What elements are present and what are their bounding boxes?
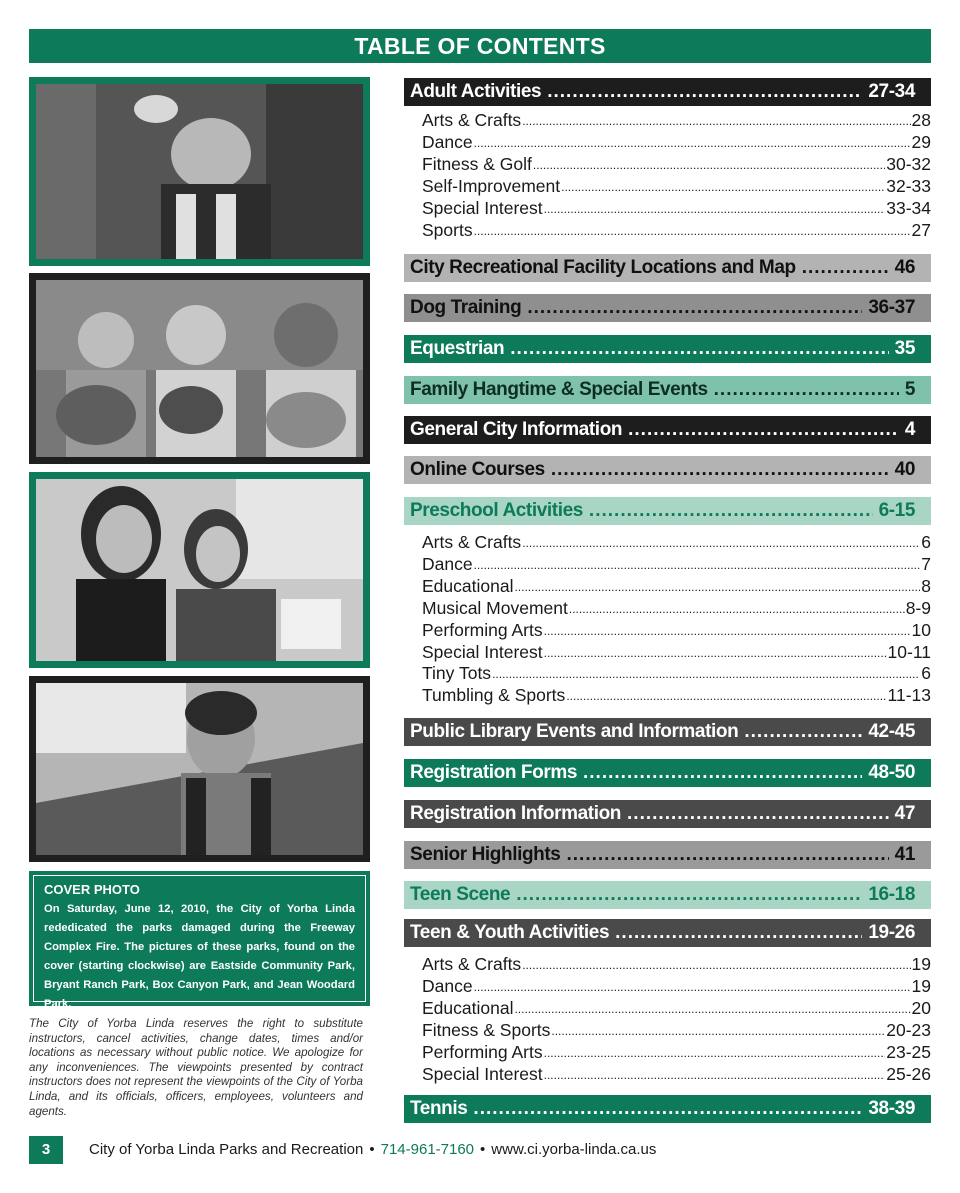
toc-section-registration-forms[interactable]: Registration Forms ..... 48-50 (404, 759, 931, 787)
footer-phone[interactable]: 714-961-7160 (380, 1141, 475, 1158)
disclaimer: The City of Yorba Linda reserves the right to substitute instructors, cancel activities, change dates, times and/or locations as necessary without public notice. We apologize for any inconveniences. The viewpoints presented by contract instructors does not represent the viewpoints of the City of Yorba Linda, and its officials, officers, employees, volunteers and agents. (29, 1017, 363, 1118)
toc-section-registration-info[interactable]: Registration Information ..... 47 (404, 800, 931, 828)
footer-website-link[interactable]: www.ci.yorba-linda.ca.us (491, 1141, 657, 1158)
photo-mother-daughter (29, 472, 370, 668)
footer-contact (89, 1136, 656, 1164)
toc-section-teen-scene[interactable]: Teen Scene ..... 16-18 (404, 881, 931, 909)
toc-section-general-city-info[interactable]: General City Information ..... 4 (404, 416, 931, 444)
toc-item[interactable]: Tiny Tots ..... 6 (422, 662, 931, 684)
toc-item[interactable]: Arts & Crafts ..... 28 (422, 109, 931, 131)
toc-item[interactable]: Special Interest ..... 25-26 (422, 1063, 931, 1085)
photo-boy-drinking (29, 77, 370, 266)
toc-item[interactable]: Arts & Crafts ..... 6 (422, 531, 931, 553)
toc-section-public-library[interactable]: Public Library Events and Information ..... 42-45 (404, 718, 931, 746)
toc-section-dog-training[interactable]: Dog Training ..... 36-37 (404, 294, 931, 322)
toc-section-adult-activities[interactable] (404, 78, 931, 106)
toc-section-senior-highlights[interactable]: Senior Highlights ..... 41 (404, 841, 931, 869)
toc-item[interactable]: Arts & Crafts ..... 19 (422, 953, 931, 975)
page-title-banner: TABLE OF CONTENTS (29, 29, 931, 63)
cover-photo-title: COVER PHOTO (44, 882, 140, 897)
photo-boy-backpack (29, 676, 370, 862)
footer-bullet: • (369, 1141, 375, 1158)
footer-bullet: • (480, 1141, 486, 1158)
toc-item[interactable]: Tumbling & Sports ..... 11-13 (422, 684, 931, 706)
toc-item[interactable]: Educational ..... 8 (422, 575, 931, 597)
toc-section-preschool-activities[interactable]: Preschool Activities ..... 6-15 (404, 497, 931, 525)
toc-item[interactable]: Performing Arts ..... 10 (422, 619, 931, 641)
cover-photo-box (29, 871, 370, 1010)
toc-item[interactable]: Special Interest ..... 33-34 (422, 197, 931, 219)
page-footer (29, 1136, 931, 1164)
toc-item[interactable]: Self-Improvement ..... 32-33 (422, 175, 931, 197)
page-number: 3 (29, 1136, 63, 1164)
toc-item[interactable]: Fitness & Sports ..... 20-23 (422, 1019, 931, 1041)
section-pages: 27-34 (868, 81, 915, 102)
toc-section-tennis[interactable]: Tennis ..... 38-39 (404, 1095, 931, 1123)
cover-photo-text: On Saturday, June 12, 2010, the City of Yorba Linda rededicated the parks damaged during the Freeway Complex Fire. The pictures of these parks, found on the cover (starting clockwise) are Eastside Community Park, Bryant Ranch Park, Box Canyon Park, and Jean Woodard Park. (44, 903, 355, 1010)
footer-org: City of Yorba Linda Parks and Recreation (89, 1141, 364, 1158)
toc-item[interactable]: Special Interest ..... 10-11 (422, 641, 931, 663)
section-title: Adult Activities (410, 81, 542, 102)
toc-item[interactable]: Educational ..... 20 (422, 997, 931, 1019)
toc-section-family-hangtime[interactable]: Family Hangtime & Special Events ..... 5 (404, 376, 931, 404)
toc-item[interactable]: Dance ..... 19 (422, 975, 931, 997)
photo-kids-pumpkins (29, 273, 370, 464)
toc-section-equestrian[interactable]: Equestrian ..... 35 (404, 335, 931, 363)
toc-item[interactable]: Fitness & Golf ..... 30-32 (422, 153, 931, 175)
toc-item[interactable]: Dance ..... 7 (422, 553, 931, 575)
toc-item[interactable]: Sports ..... 27 (422, 219, 931, 241)
toc-item[interactable]: Dance ..... 29 (422, 131, 931, 153)
toc-item[interactable]: Performing Arts ..... 23-25 (422, 1041, 931, 1063)
toc-item[interactable]: Musical Movement ..... 8-9 (422, 597, 931, 619)
toc-section-online-courses[interactable]: Online Courses ..... 40 (404, 456, 931, 484)
toc-section-facility-locations[interactable]: City Recreational Facility Locations and Map ..... 46 (404, 254, 931, 282)
toc-section-teen-youth[interactable]: Teen & Youth Activities ..... 19-26 (404, 919, 931, 947)
